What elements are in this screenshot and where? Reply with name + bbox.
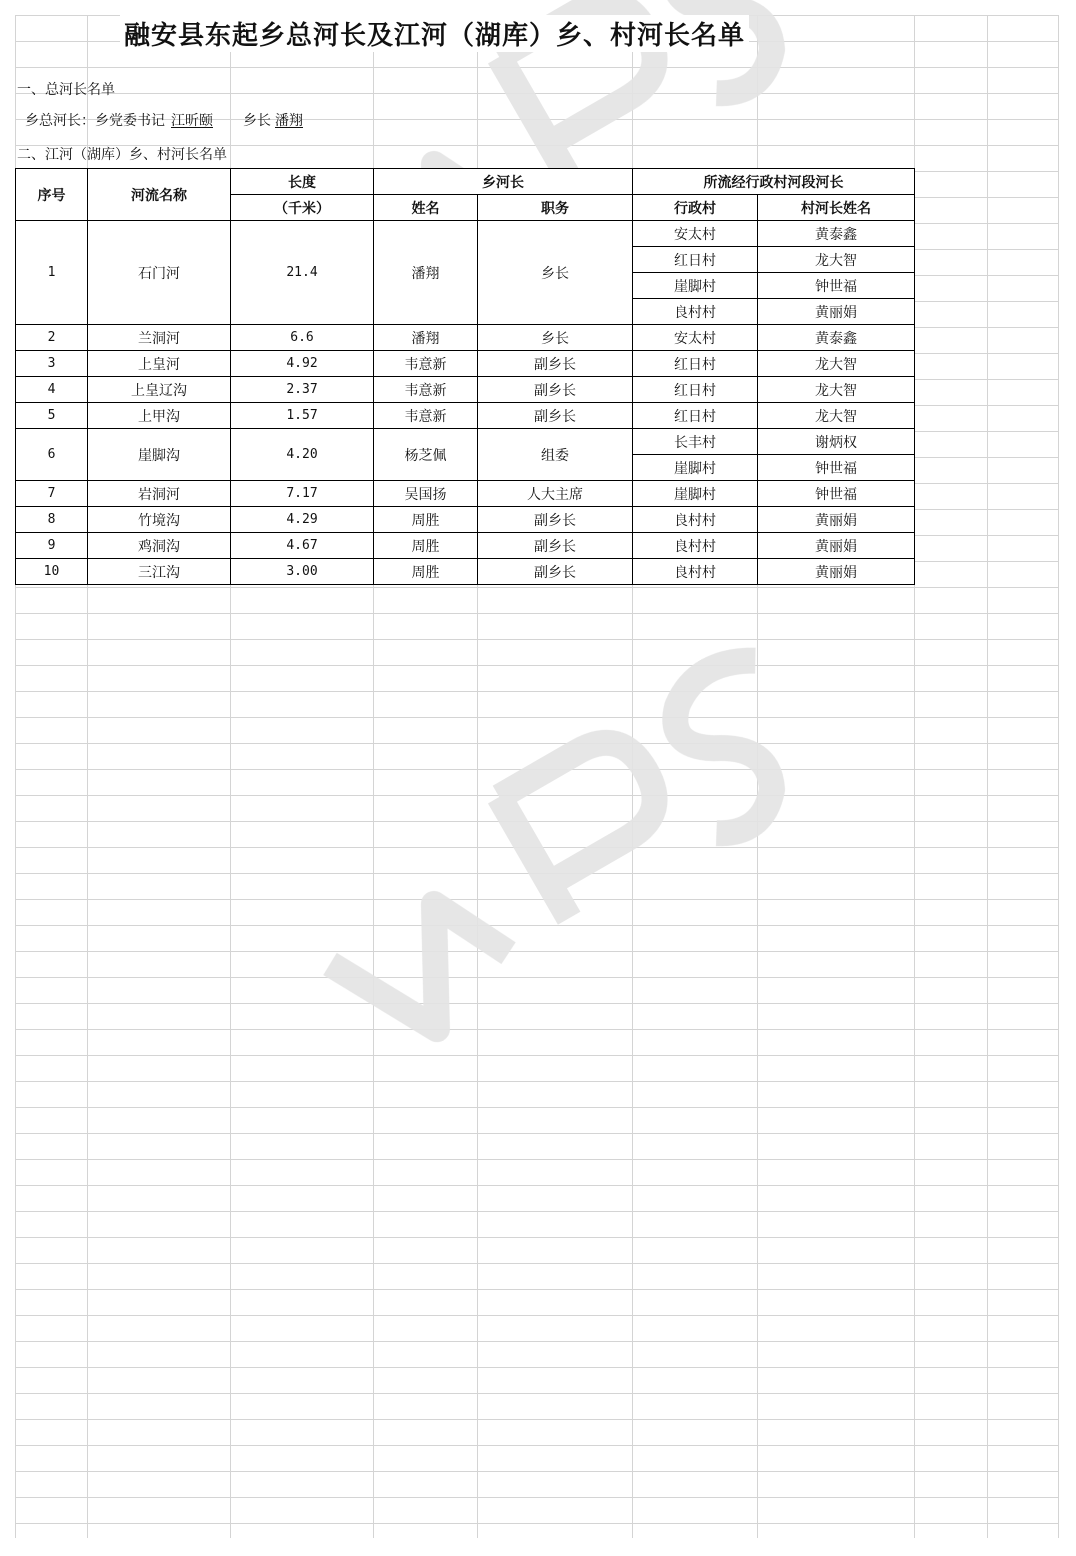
grid-row-line bbox=[15, 1497, 1058, 1498]
river-chief-table bbox=[15, 168, 915, 585]
cell-length: 4.20 bbox=[231, 429, 374, 481]
header-village: 行政村 bbox=[633, 195, 758, 221]
table-row bbox=[16, 221, 915, 247]
cell-village-chief: 黄丽娟 bbox=[758, 559, 915, 585]
cell-village: 安太村 bbox=[633, 221, 758, 247]
grid-column-line bbox=[1058, 15, 1059, 1538]
grid-row-line bbox=[15, 769, 1058, 770]
cell-length: 6.6 bbox=[231, 325, 374, 351]
cell-position: 副乡长 bbox=[478, 377, 633, 403]
table-row bbox=[16, 481, 915, 507]
section-heading-chief-list: 一、总河长名单 bbox=[17, 82, 115, 98]
header-seq: 序号 bbox=[16, 169, 88, 221]
cell-village-chief: 钟世福 bbox=[758, 455, 915, 481]
header-village-group: 所流经行政村河段河长 bbox=[633, 169, 915, 195]
cell-seq: 7 bbox=[16, 481, 88, 507]
grid-row-line bbox=[15, 1263, 1058, 1264]
cell-river-name: 兰洞河 bbox=[88, 325, 231, 351]
cell-position: 人大主席 bbox=[478, 481, 633, 507]
grid-row-line bbox=[15, 1445, 1058, 1446]
grid-row-line bbox=[15, 743, 1058, 744]
cell-village: 良村村 bbox=[633, 559, 758, 585]
table-row bbox=[16, 507, 915, 533]
cell-length: 3.00 bbox=[231, 559, 374, 585]
cell-village: 红日村 bbox=[633, 403, 758, 429]
cell-seq: 10 bbox=[16, 559, 88, 585]
grid-row-line bbox=[15, 93, 1058, 94]
table-body bbox=[16, 221, 915, 585]
cell-village-chief: 黄泰鑫 bbox=[758, 221, 915, 247]
header-village-chief: 村河长姓名 bbox=[758, 195, 915, 221]
cell-river-name: 鸡洞沟 bbox=[88, 533, 231, 559]
grid-row-line bbox=[15, 587, 1058, 588]
cell-seq: 5 bbox=[16, 403, 88, 429]
cell-chief-name: 潘翔 bbox=[374, 325, 478, 351]
grid-row-line bbox=[15, 1185, 1058, 1186]
chief-river-leaders-line bbox=[25, 108, 303, 132]
grid-row-line bbox=[15, 977, 1058, 978]
grid-row-line bbox=[15, 1003, 1058, 1004]
grid-row-line bbox=[15, 717, 1058, 718]
cell-village: 长丰村 bbox=[633, 429, 758, 455]
cell-village-chief: 龙大智 bbox=[758, 403, 915, 429]
cell-river-name: 上皇辽沟 bbox=[88, 377, 231, 403]
cell-river-name: 竹境沟 bbox=[88, 507, 231, 533]
cell-seq: 6 bbox=[16, 429, 88, 481]
cell-length: 4.29 bbox=[231, 507, 374, 533]
grid-row-line bbox=[15, 1055, 1058, 1056]
grid-row-line bbox=[15, 951, 1058, 952]
cell-village-chief: 黄丽娟 bbox=[758, 299, 915, 325]
grid-row-line bbox=[15, 1419, 1058, 1420]
cell-river-name: 三江沟 bbox=[88, 559, 231, 585]
grid-row-line bbox=[15, 639, 1058, 640]
cell-seq: 1 bbox=[16, 221, 88, 325]
grid-row-line bbox=[15, 1393, 1058, 1394]
cell-village: 崖脚村 bbox=[633, 455, 758, 481]
cell-river-name: 崖脚沟 bbox=[88, 429, 231, 481]
cell-river-name: 岩洞河 bbox=[88, 481, 231, 507]
cell-position: 乡长 bbox=[478, 221, 633, 325]
header-township-chief: 乡河长 bbox=[374, 169, 633, 195]
table-row bbox=[16, 533, 915, 559]
cell-seq: 3 bbox=[16, 351, 88, 377]
grid-row-line bbox=[15, 1315, 1058, 1316]
cell-seq: 2 bbox=[16, 325, 88, 351]
cell-length: 1.57 bbox=[231, 403, 374, 429]
table-row bbox=[16, 351, 915, 377]
table-row bbox=[16, 403, 915, 429]
table-row bbox=[16, 429, 915, 455]
grid-row-line bbox=[15, 67, 1058, 68]
chief-prefix-label: 乡总河长：乡党委书记 bbox=[25, 113, 165, 129]
grid-row-line bbox=[15, 1029, 1058, 1030]
cell-seq: 8 bbox=[16, 507, 88, 533]
cell-position: 副乡长 bbox=[478, 403, 633, 429]
cell-river-name: 上甲沟 bbox=[88, 403, 231, 429]
cell-length: 4.92 bbox=[231, 351, 374, 377]
page-title: 融安县东起乡总河长及江河（湖库）乡、村河长名单 bbox=[120, 15, 749, 52]
grid-row-line bbox=[15, 847, 1058, 848]
cell-river-name: 石门河 bbox=[88, 221, 231, 325]
grid-row-line bbox=[15, 1159, 1058, 1160]
grid-row-line bbox=[15, 795, 1058, 796]
cell-chief-name: 韦意新 bbox=[374, 351, 478, 377]
grid-row-line bbox=[15, 1523, 1058, 1524]
section-heading-river-list: 二、江河（湖库）乡、村河长名单 bbox=[17, 147, 227, 163]
grid-row-line bbox=[15, 873, 1058, 874]
header-length: 长度 bbox=[231, 169, 374, 195]
cell-village: 安太村 bbox=[633, 325, 758, 351]
cell-position: 副乡长 bbox=[478, 533, 633, 559]
cell-village: 红日村 bbox=[633, 247, 758, 273]
cell-chief-name: 潘翔 bbox=[374, 221, 478, 325]
cell-chief-name: 周胜 bbox=[374, 559, 478, 585]
cell-chief-name: 韦意新 bbox=[374, 403, 478, 429]
cell-length: 7.17 bbox=[231, 481, 374, 507]
header-position: 职务 bbox=[478, 195, 633, 221]
grid-row-line bbox=[15, 1081, 1058, 1082]
grid-row-line bbox=[15, 1237, 1058, 1238]
grid-row-line bbox=[15, 691, 1058, 692]
cell-chief-name: 周胜 bbox=[374, 507, 478, 533]
grid-row-line bbox=[15, 665, 1058, 666]
grid-row-line bbox=[15, 821, 1058, 822]
cell-village: 崖脚村 bbox=[633, 273, 758, 299]
cell-village-chief: 龙大智 bbox=[758, 247, 915, 273]
grid-row-line bbox=[15, 613, 1058, 614]
grid-row-line bbox=[15, 899, 1058, 900]
cell-village: 红日村 bbox=[633, 377, 758, 403]
cell-position: 副乡长 bbox=[478, 507, 633, 533]
cell-position: 副乡长 bbox=[478, 559, 633, 585]
table-row bbox=[16, 559, 915, 585]
cell-length: 4.67 bbox=[231, 533, 374, 559]
grid-row-line bbox=[15, 1341, 1058, 1342]
cell-village: 红日村 bbox=[633, 351, 758, 377]
cell-village-chief: 谢炳权 bbox=[758, 429, 915, 455]
cell-village: 崖脚村 bbox=[633, 481, 758, 507]
cell-village-chief: 钟世福 bbox=[758, 481, 915, 507]
cell-village-chief: 龙大智 bbox=[758, 351, 915, 377]
party-secretary-name: 江昕颐 bbox=[171, 113, 213, 129]
cell-length: 21.4 bbox=[231, 221, 374, 325]
cell-village: 良村村 bbox=[633, 507, 758, 533]
cell-village: 良村村 bbox=[633, 299, 758, 325]
cell-village-chief: 黄丽娟 bbox=[758, 533, 915, 559]
grid-row-line bbox=[15, 1289, 1058, 1290]
cell-seq: 4 bbox=[16, 377, 88, 403]
cell-village-chief: 钟世福 bbox=[758, 273, 915, 299]
grid-row-line bbox=[15, 1133, 1058, 1134]
table-row bbox=[16, 377, 915, 403]
cell-village-chief: 黄丽娟 bbox=[758, 507, 915, 533]
cell-chief-name: 杨芝佩 bbox=[374, 429, 478, 481]
cell-length: 2.37 bbox=[231, 377, 374, 403]
cell-river-name: 上皇河 bbox=[88, 351, 231, 377]
mayor-label: 乡长 bbox=[243, 113, 271, 129]
grid-row-line bbox=[15, 1211, 1058, 1212]
mayor-name: 潘翔 bbox=[275, 113, 303, 129]
table-row bbox=[16, 325, 915, 351]
cell-village: 良村村 bbox=[633, 533, 758, 559]
cell-village-chief: 黄泰鑫 bbox=[758, 325, 915, 351]
cell-position: 乡长 bbox=[478, 325, 633, 351]
header-river-name: 河流名称 bbox=[88, 169, 231, 221]
cell-chief-name: 周胜 bbox=[374, 533, 478, 559]
cell-position: 副乡长 bbox=[478, 351, 633, 377]
grid-row-line bbox=[15, 1107, 1058, 1108]
grid-row-line bbox=[15, 925, 1058, 926]
cell-chief-name: 吴国扬 bbox=[374, 481, 478, 507]
grid-row-line bbox=[15, 1471, 1058, 1472]
cell-chief-name: 韦意新 bbox=[374, 377, 478, 403]
cell-seq: 9 bbox=[16, 533, 88, 559]
cell-village-chief: 龙大智 bbox=[758, 377, 915, 403]
grid-column-line bbox=[987, 15, 988, 1538]
cell-position: 组委 bbox=[478, 429, 633, 481]
header-length-unit: （千米） bbox=[231, 195, 374, 221]
header-name: 姓名 bbox=[374, 195, 478, 221]
grid-row-line bbox=[15, 1367, 1058, 1368]
